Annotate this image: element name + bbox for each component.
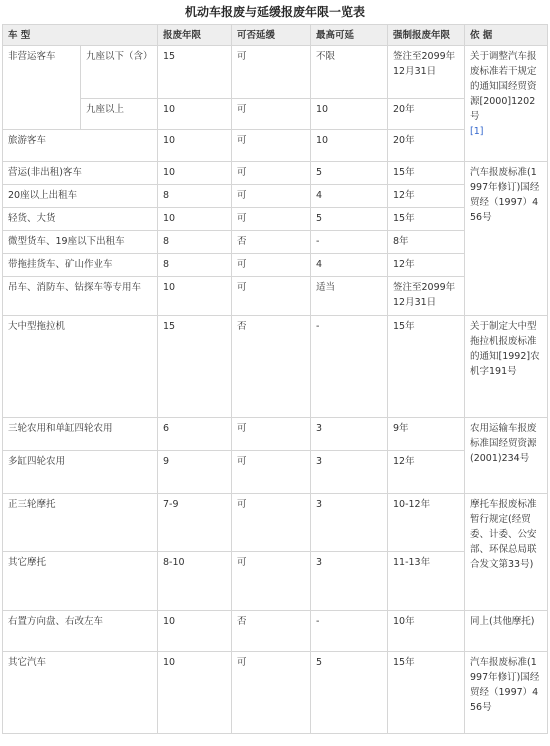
cell-basis: 关于制定大中型拖拉机报废标准的通知[1992]农机字191号: [465, 316, 548, 418]
cell-forced-scrap: 10年: [388, 611, 465, 652]
cell-type: 其它摩托: [3, 552, 158, 611]
cell-max-extension: 10: [311, 99, 388, 130]
cell-max-extension: 3: [311, 494, 388, 552]
cell-extendable: 可: [232, 418, 311, 451]
cell-forced-scrap: 11-13年: [388, 552, 465, 611]
cell-basis: 同上(其他摩托): [465, 611, 548, 652]
cell-max-extension: -: [311, 316, 388, 418]
cell-type: 轻货、大货: [3, 208, 158, 231]
cell-max-extension: 3: [311, 552, 388, 611]
cell-max-extension: -: [311, 231, 388, 254]
table-row: [3, 652, 548, 734]
cell-forced-scrap: 15年: [388, 208, 465, 231]
cell-subtype: 九座以上: [81, 99, 158, 130]
header-extendable: 可否延缓: [232, 25, 311, 46]
cell-subtype: 九座以下（含）: [81, 46, 158, 99]
cell-extendable: 否: [232, 316, 311, 418]
cell-extendable: 可: [232, 552, 311, 611]
cell-years: 8: [158, 254, 232, 277]
cell-type: 大中型拖拉机: [3, 316, 158, 418]
cell-forced-scrap: 20年: [388, 130, 465, 162]
cell-extendable: 可: [232, 130, 311, 162]
cell-type: 非营运客车: [3, 46, 81, 130]
header-scrap-years: 报废年限: [158, 25, 232, 46]
page-title: 机动车报废与延缓报废年限一览表: [184, 5, 365, 19]
cell-type: 正三轮摩托: [3, 494, 158, 552]
cell-extendable: 可: [232, 494, 311, 552]
cell-max-extension: 5: [311, 208, 388, 231]
cell-extendable: 可: [232, 99, 311, 130]
cell-type: 营运(非出租)客车: [3, 162, 158, 185]
cell-basis: 汽车报废标准(1997年修订)国经贸经（1997）456号: [465, 652, 548, 734]
cell-forced-scrap: 12年: [388, 451, 465, 494]
cell-forced-scrap: 12年: [388, 185, 465, 208]
cell-years: 7-9: [158, 494, 232, 552]
table-row: [3, 611, 548, 652]
cell-years: 9: [158, 451, 232, 494]
cell-extendable: 可: [232, 185, 311, 208]
cell-max-extension: 适当: [311, 277, 388, 316]
cell-years: 10: [158, 208, 232, 231]
cell-basis: 摩托车报废标准暂行规定(经贸委、计委、公安部、环保总局联合发文第33号): [465, 494, 548, 611]
cell-years: 10: [158, 652, 232, 734]
cell-extendable: 可: [232, 46, 311, 99]
cell-max-extension: 5: [311, 162, 388, 185]
table-row: [3, 418, 548, 451]
cell-forced-scrap: 15年: [388, 316, 465, 418]
cell-forced-scrap: 20年: [388, 99, 465, 130]
table-row: [3, 162, 548, 185]
footnote-link[interactable]: [1]: [470, 126, 484, 137]
cell-forced-scrap: 12年: [388, 254, 465, 277]
cell-years: 15: [158, 316, 232, 418]
cell-extendable: 可: [232, 451, 311, 494]
cell-extendable: 可: [232, 208, 311, 231]
table-row: [3, 46, 548, 99]
header-row: [3, 25, 548, 46]
cell-max-extension: 不限: [311, 46, 388, 99]
cell-type: 其它汽车: [3, 652, 158, 734]
cell-max-extension: 10: [311, 130, 388, 162]
cell-type: 20座以上出租车: [3, 185, 158, 208]
cell-years: 10: [158, 277, 232, 316]
header-basis: 依 据: [465, 25, 548, 46]
cell-forced-scrap: 签注至2099年12月31日: [388, 277, 465, 316]
cell-max-extension: 4: [311, 185, 388, 208]
cell-type: 微型货车、19座以下出租车: [3, 231, 158, 254]
cell-basis: 汽车报废标准(1997年修订)国经贸经（1997）456号: [465, 162, 548, 316]
cell-type: 三轮农用和单缸四轮农用: [3, 418, 158, 451]
scrap-years-table: [2, 24, 548, 734]
cell-extendable: 否: [232, 231, 311, 254]
cell-years: 6: [158, 418, 232, 451]
cell-forced-scrap: 签注至2099年12月31日: [388, 46, 465, 99]
cell-type: 多缸四轮农用: [3, 451, 158, 494]
cell-years: 10: [158, 162, 232, 185]
cell-max-extension: 3: [311, 451, 388, 494]
cell-extendable: 否: [232, 611, 311, 652]
cell-years: 10: [158, 611, 232, 652]
basis-text: 关于调整汽车报废标准若干规定的通知国经贸资源[2000]1202号: [470, 51, 537, 122]
cell-extendable: 可: [232, 254, 311, 277]
cell-forced-scrap: 10-12年: [388, 494, 465, 552]
cell-basis: 农用运输车报废标准国经贸资源(2001)234号: [465, 418, 548, 494]
cell-forced-scrap: 8年: [388, 231, 465, 254]
header-forced-scrap: 强制报废年限: [388, 25, 465, 46]
cell-type: 吊车、消防车、钻探车等专用车: [3, 277, 158, 316]
cell-type: 右置方向盘、右改左车: [3, 611, 158, 652]
cell-max-extension: 4: [311, 254, 388, 277]
cell-max-extension: -: [311, 611, 388, 652]
cell-extendable: 可: [232, 277, 311, 316]
cell-basis: [465, 46, 548, 162]
cell-years: 8: [158, 185, 232, 208]
cell-years: 10: [158, 99, 232, 130]
cell-max-extension: 3: [311, 418, 388, 451]
cell-years: 10: [158, 130, 232, 162]
table-row: [3, 494, 548, 552]
header-vehicle-type: 车 型: [3, 25, 158, 46]
cell-years: 15: [158, 46, 232, 99]
cell-extendable: 可: [232, 652, 311, 734]
cell-forced-scrap: 15年: [388, 162, 465, 185]
cell-years: 8: [158, 231, 232, 254]
table-row: [3, 316, 548, 418]
header-max-extension: 最高可延: [311, 25, 388, 46]
cell-type: 旅游客车: [3, 130, 158, 162]
cell-extendable: 可: [232, 162, 311, 185]
cell-years: 8-10: [158, 552, 232, 611]
cell-type: 带拖挂货车、矿山作业车: [3, 254, 158, 277]
cell-max-extension: 5: [311, 652, 388, 734]
cell-forced-scrap: 15年: [388, 652, 465, 734]
cell-forced-scrap: 9年: [388, 418, 465, 451]
